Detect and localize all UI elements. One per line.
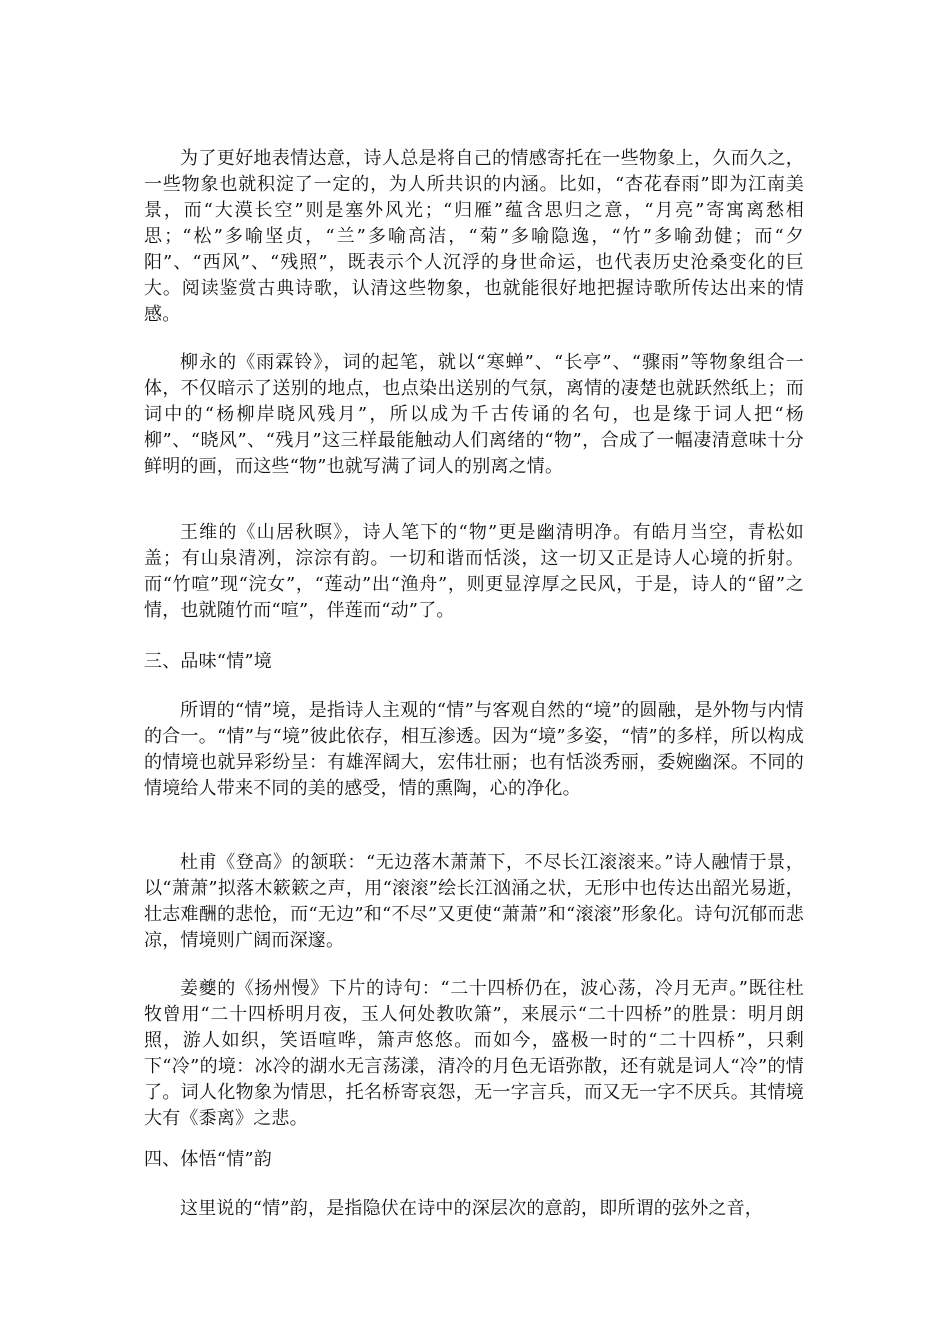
paragraph-imagery-intro: 为了更好地表情达意，诗人总是将自己的情感寄托在一些物象上，久而久之，一些物象也就积淀了一定的，为人所共识的内涵。比如，“杏花春雨”即为江南美景，而“大漠长空”则是塞外风光；“归雁”蕴含思归之意，“月亮”寄寓离愁相思；“松”多喻坚贞，“兰”多喻高洁，“菊”多喻隐逸，“竹”多喻劲健；而“夕阳”、“西风”、“残照”，既表示个人沉浮的身世命运，也代表历史沧桑变化的巨大。阅读鉴赏古典诗歌，认清这些物象，也就能很好地把握诗歌所传达出来的情感。: [144, 148, 804, 325]
paragraph-qingjing-definition: 所谓的“情”境，是指诗人主观的“情”与客观自然的“境”的圆融，是外物与内情的合一。“情”与“境”彼此依存，相互渗透。因为“境”多姿，“情”的多样，所以构成的情境也就异彩纷呈：有雄浑阔大，宏伟壮丽；也有恬淡秀丽，委婉幽深。不同的情境给人带来不同的美的感受，情的熏陶，心的净化。: [144, 700, 804, 799]
paragraph-yangzhoumanm: 姜夔的《扬州慢》下片的诗句：“二十四桥仍在，波心荡，冷月无声。”既往杜牧曾用“二十四桥明月夜，玉人何处教吹箫”，来展示“二十四桥”的胜景：明月朗照，游人如织，笑语喧哗，箫声悠悠。而如今，盛极一时的“二十四桥”，只剩下“冷”的境：冰冷的湖水无言荡漾，清冷的月色无语弥散，还有就是词人“冷”的情了。词人化物象为情思，托名桥寄哀怨，无一字言兵，而又无一字不厌兵。其情境大有《黍离》之悲。: [144, 978, 804, 1129]
section-heading-four: 四、体悟“情”韵: [144, 1149, 273, 1170]
section-heading-three: 三、品味“情”境: [144, 651, 273, 672]
paragraph-qingyun-definition: 这里说的“情”韵，是指隐伏在诗中的深层次的意韵，即所谓的弦外之音，: [180, 1198, 764, 1219]
paragraph-yulinling: 柳永的《雨霖铃》，词的起笔，就以“寒蝉”、“长亭”、“骤雨”等物象组合一体，不仅暗示了送别的地点，也点染出送别的气氛，离情的凄楚也就跃然纸上；而词中的“杨柳岸晓风残月”，所以成为千古传诵的名句，也是缘于词人把“杨柳”、“晓风”、“残月”这三样最能触动人们离绪的“物”，合成了一幅凄清意味十分鲜明的画，而这些“物”也就写满了词人的别离之情。: [144, 352, 804, 477]
paragraph-denggao: 杜甫《登高》的颔联：“无边落木萧萧下，不尽长江滚滚来。”诗人融情于景，以“萧萧”拟落木簌簌之声，用“滚滚”绘长江汹涌之状，无形中也传达出韶光易逝，壮志难酬的悲怆，而“无边”和“不尽”又更使“萧萧”和“滚滚”形象化。诗句沉郁而悲凉，情境则广阔而深邃。: [144, 852, 804, 951]
paragraph-shanju-qiuming: 王维的《山居秋暝》，诗人笔下的“物”更是幽清明净。有皓月当空，青松如盖；有山泉清冽，淙淙有韵。一切和谐而恬淡，这一切又正是诗人心境的折射。而“竹喧”现“浣女”，“莲动”出“渔舟”，则更显淳厚之民风，于是，诗人的“留”之情，也就随竹而“喧”，伴莲而“动”了。: [144, 522, 804, 621]
